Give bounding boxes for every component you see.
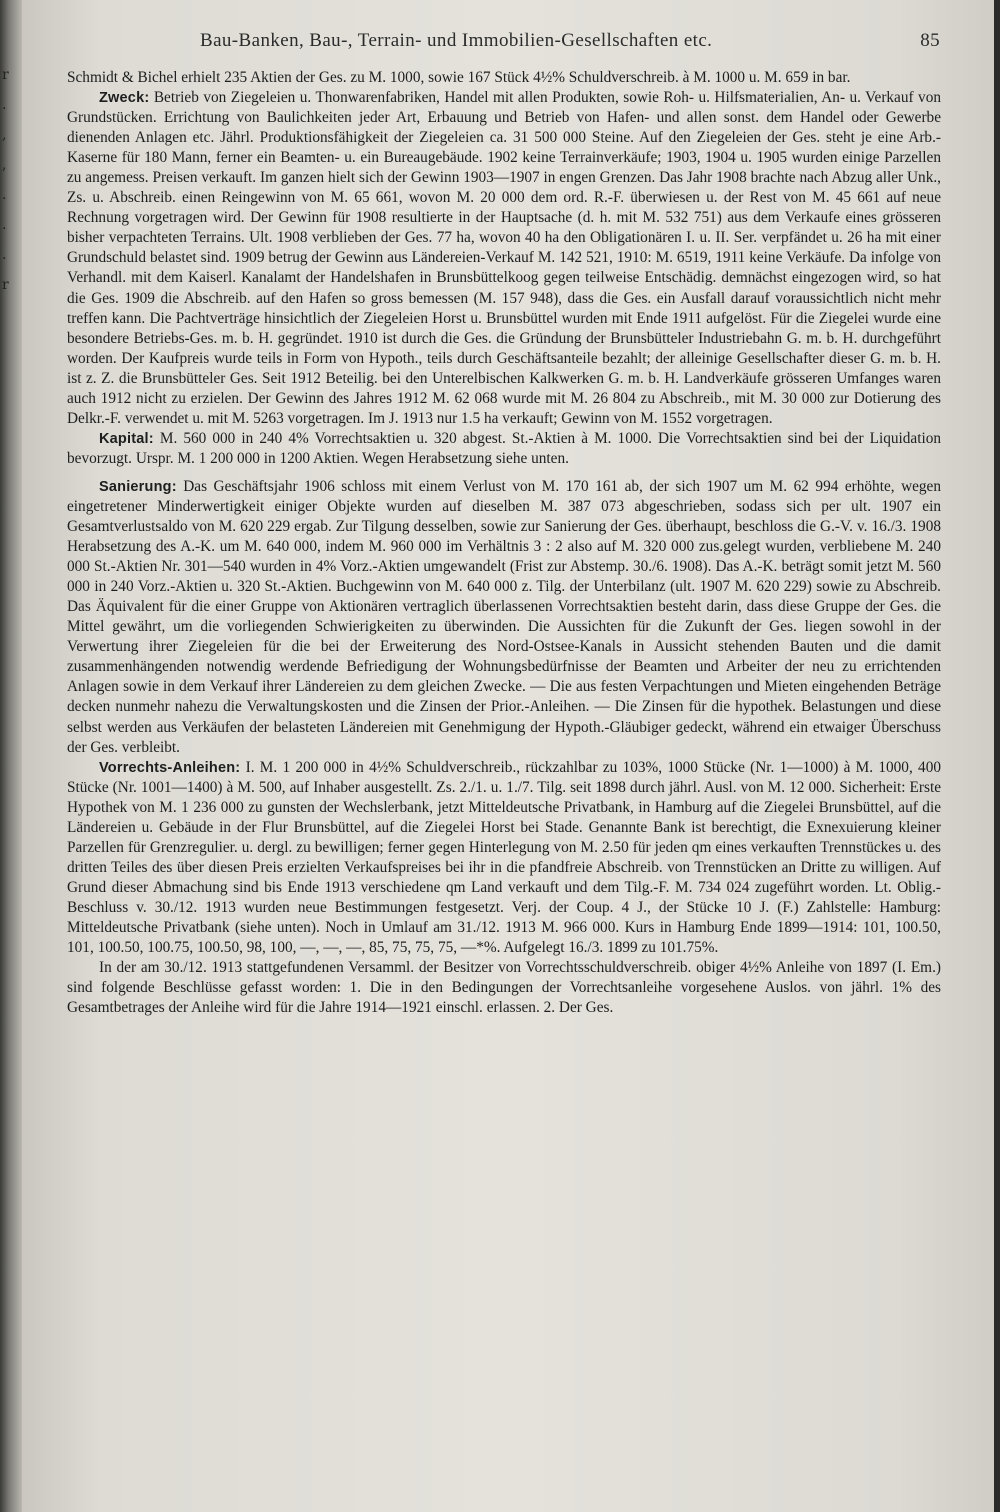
intro-paragraph [67,68,941,88]
zweck-section [67,88,941,429]
intro-text: Schmidt & Bichel erhielt 235 Aktien der Ges. zu M. 1000, sowie 167 Stück 4½% Schuldverschreib. à M. 1000 u. M. 659 in bar. [67,69,851,86]
versammlung-text: In der am 30./12. 1913 stattgefundenen Versamml. der Besitzer von Vorrechtsschuldverschreib. obiger 4½% Anleihe von 1897 (I. Em.) sind folgende Beschlüsse gefasst worden: 1. Die in den Bedingungen der Vorrechtsanleihe vorgesehene Auslos. von jährl. 1% des Gesamtbetrages der Anleihe wird für die Jahre 1914—1921 einschl. erlassen. 2. Der Ges. [67,959,941,1017]
kapital-label: Kapital: [99,430,154,447]
page-body [67,68,941,1018]
edge-mark: , [2,127,7,143]
zweck-text: Betrieb von Ziegeleien u. Thonwarenfabriken, Handel mit allen Produkten, sowie Roh- u. Hilfsmaterialien, An- u. Verkauf von Grundstücken. Errichtung von Baulichkeiten jeder Art, Erbauung und Betrieb von Hafen- und allen sonst. dem Handel oder Gewerbe dienenden Anlagen etc. Jährl. Produktionsfähigkeit der Ziegeleien ca. 31 500 000 Steine. Auf den Ziegeleien der Ges. steht je eine Arb.-Kaserne für 180 Mann, ferner ein Beamten- u. ein Bureaugebäude. 1902 keine Terrainverkäufe; 1903, 1904 u. 1905 wurden einige Parzellen zu angemess. Preisen verkauft. Im ganzen hielt sich der Gewinn 1903—1907 in engen Grenzen. Das Jahr 1908 brachte nach Abzug aller Unk., Zs. u. Abschreib. einen Reingewinn von M. 65 661, wovon M. 20 000 dem ord. R.-F. überwiesen u. der Rest von M. 45 661 auf neue Rechnung vorgetragen wird. Der Gewinn für 1908 resultierte in der Hauptsache (d. h. mit M. 532 751) aus dem Verkaufe eines grösseren bisher verpachteten Terrains. Ult. 1908 verblieben der Ges. 77 ha, wovon 40 ha den Obligationären I. u. II. Ser. verpfändet u. 26 ha mit einer Grundschuld belastet sind. 1909 betrug der Gewinn aus Ländereien-Verkauf M. 142 521, 1910: M. 6519, 1911 keine Verkäufe. Da infolge von Verhandl. mit dem Kaiserl. Kanalamt der Handelshafen in Brunsbüttelkoog gegen teilweise Entschädig. demnächst eingezogen wird, so hat die Ges. 1909 die Abschreib. auf den Hafen so gross bemessen (M. 157 948), dass die Ges. ein Ausfall darauf voraussichtlich nicht mehr treffen kann. Die Pachtverträge hinsichtlich der Ziegeleien Horst u. Brunsbüttel wurden mit Ende 1911 aufgelöst. Für die Ziegelei wurde eine besondere Betriebs-Ges. m. b. H. gegründet. 1910 ist durch die Ges. die Gründung der Brunsbütteler Industriebahn G. m. b. H. durchgeführt worden. Der Kaufpreis wurde teils in Form von Hypoth., teils durch Geschäftsanteile bezahlt; der alleinige Gesellschafter dieser G. m. b. H. ist z. Z. die Brunsbütteler Ges. Seit 1912 Beteilig. bei den Unterelbischen Kalkwerken G. m. b. H. Landverkäufe grösseren Umfanges waren auch 1912 nicht zu erzielen. Der Gewinn des Jahres 1912 M. 62 068 wurde mit M. 26 804 zu Abschreib., mit M. 30 000 zur Dotierung des Delkr.-F. verwendet u. mit M. 5263 vorgetragen. Im J. 1913 nur 1.5 ha verkauft; Gewinn von M. 1552 vorgetragen. [67,89,942,427]
sanierung-section [67,477,941,758]
versammlung-paragraph [67,958,941,1018]
edge-mark: . [2,247,7,263]
vorrechts-label: Vorrechts-Anleihen: [99,759,241,776]
sanierung-text: Das Geschäftsjahr 1906 schloss mit einem Verlust von M. 170 161 ab, der sich 1907 um M. 62 994 erhöhte, wegen eingetretener Minderwertigkeit einiger Objekte wurden auf dieselben M. 387 073 abgeschrieben, sodass sich per ult. 1907 ein Gesamtverlustsaldo von M. 620 229 ergab. Zur Tilgung desselben, sowie zur Sanierung der Ges. überhaupt, beschloss die G.-V. v. 16./3. 1908 Herabsetzung des A.-K. um M. 640 000, indem M. 960 000 im Verhältnis 3 : 2 also auf M. 320 000 zus.gelegt wurden, verbliebene M. 240 000 St.-Aktien Nr. 301—540 wurden in 4% Vorz.-Aktien umgewandelt (Frist zur Abstemp. 30./6. 1908). Das A.-K. beträgt somit jetzt M. 560 000 in 240 Vorz.-Aktien u. 320 St.-Aktien. Buchgewinn von M. 640 000 z. Tilg. der Unterbilanz (ult. 1907 M. 620 229) sowie zu Abschreib. Das Äquivalent für die einer Gruppe von Aktionären vertraglich überlassenen Vorrechtsaktien besteht darin, dass diese Gruppe der Ges. die Mittel gewährt, um die vorliegenden Schwierigkeiten zu überwinden. Die Aussichten für die Zukunft der Ges. liegen sowohl in der Verwertung ihrer Ziegeleien für die bei der Erweiterung des Nord-Ostsee-Kanals in Aussicht stehenden Bauten und die damit zusammenhängenden notwendig werdende Befriedigung der Wohnungsbedürfnisse der Beamten und Arbeiter der neu zu errichtenden Anlagen sowie in dem Verkauf ihrer Ländereien zu dem gleichen Zwecke. — Die aus festen Verpachtungen und Mieten eingehenden Beträge decken nunmehr nahezu die Verwaltungskosten und die Zinsen der Prior.-Anleihen. — Die Zinsen für die hypothek. Belastungen und diese selbst werden aus Verkäufen der belasteten Ländereien mit Genehmigung der Hypoth.-Gläubiger gedeckt, während ein etwaiger Überschuss der Ges. verbleibt. [67,477,941,756]
sanierung-label: Sanierung: [99,478,177,495]
edge-mark: . [2,217,7,233]
edge-mark: , [2,157,7,173]
running-head [200,30,940,54]
vorrechts-text: I. M. 1 200 000 in 4½% Schuldverschreib., rückzahlbar zu 103%, 1000 Stücke (Nr. 1—1000) à M. 1000, 400 Stücke (Nr. 1001—1400) à M. 500, auf Inhaber ausgestellt. Zs. 2./1. u. 1./7. Tilg. seit 1898 durch jährl. Ausl. von M. 12 000. Sicherheit: Erste Hypothek von M. 1 236 000 zu gunsten der Wechslerbank, jetzt Mitteldeutsche Privatbank, in Hamburg auf die Ziegelei Brunsbüttel, auf die Ländereien u. Gebäude in der Flur Brunsbüttel, auf die Ziegelei Horst bei Stade. Genannte Bank ist berechtigt, die Exnexuierung kleiner Parzellen für Grenzregulier. u. dergl. zu bewilligen; ferner gegen Hinterlegung von M. 2.50 für jeden qm eines verkauften Trennstückes u. des dritten Teiles des über diesen Preis erzielten Verkaufspreises bei ihr in die pfandfreie Abschreib. von Trennstücken an Dritte zu willigen. Auf Grund dieser Abmachung sind bis Ende 1913 verschiedene qm Land verkauft und dem Tilg.-F. M. 734 024 zugeführt worden. Lt. Oblig.-Beschluss v. 30./12. 1913 wurden neue Bestimmungen festgesetzt. Verj. der Coup. 4 J., der Stücke 10 J. (F.) Zahlstelle: Hamburg: Mitteldeutsche Privatbank (siehe unten). Noch in Umlauf am 31./12. 1913 M. 966 000. Kurs in Hamburg Ende 1899—1914: 101, 100.50, 101, 100.50, 100.75, 100.50, 98, 100, —, —, —, 85, 75, 75, 75, —*%. Aufgelegt 16./3. 1899 zu 101.75%. [67,758,942,957]
adjacent-page-edge-marks [2,60,16,360]
vorrechts-section [67,758,941,958]
edge-mark: r [2,67,9,83]
kapital-text: M. 560 000 in 240 4% Vorrechtsaktien u. 320 abgest. St.-Aktien à M. 1000. Die Vorrechtsaktien sind bei der Liquidation bevorzugt. Urspr. M. 1 200 000 in 1200 Aktien. Wegen Herabsetzung siehe unten. [67,429,941,467]
edge-mark: . [2,97,7,113]
zweck-label: Zweck: [99,90,150,107]
book-page [22,0,994,1512]
kapital-section [67,429,941,469]
edge-mark: r [2,277,9,293]
edge-mark: . [2,187,7,203]
running-head-title: Bau-Banken, Bau-, Terrain- und Immobilien-Gesellschaften etc. [200,30,713,51]
page-number: 85 [920,30,940,51]
section-gap [67,469,941,477]
